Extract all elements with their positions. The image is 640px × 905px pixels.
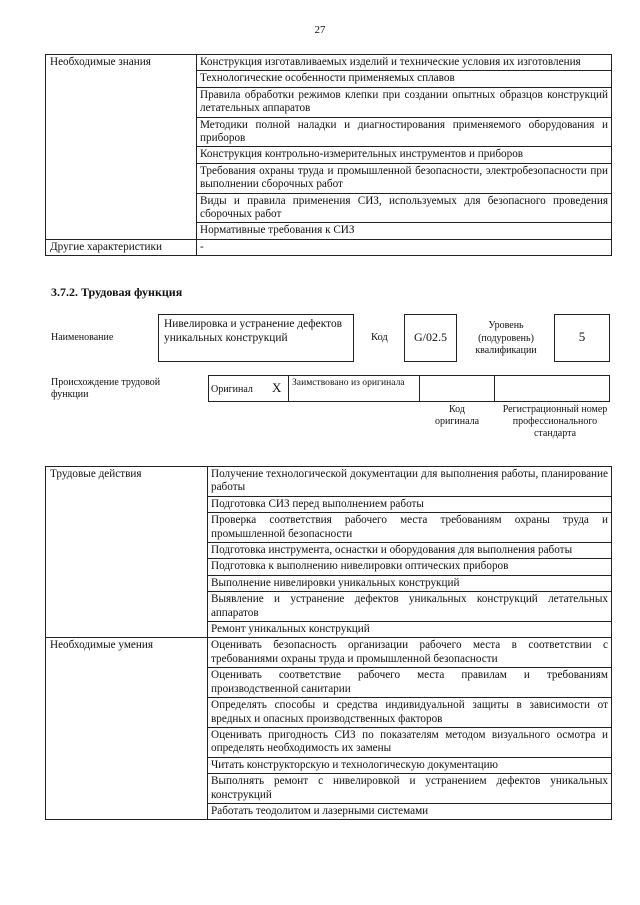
row-item: Методики полной наладки и диагностирования применяемого оборудования и приборов [197,117,612,147]
code-original-caption: Код оригинала [434,404,480,427]
table-row [46,55,612,71]
row-item: Нормативные требования к СИЗ [197,223,612,239]
level-value: 5 [578,329,586,344]
row-item: Выполнять ремонт с нивелировкой и устранением дефектов уникальных конструкций [208,774,612,804]
requirements-table-bottom [45,466,612,820]
row-item: Подготовка к выполнению нивелировки оптических приборов [208,559,612,575]
code-value: G/02.5 [414,330,447,344]
row-item: Оценивать соответствие рабочего места правилам и требованиям производственной санитарии [208,668,612,698]
original-mark: X [272,380,282,395]
row-item: Подготовка СИЗ перед выполнением работы [208,496,612,512]
row-item: Конструкция контрольно-измерительных инструментов и приборов [197,147,612,163]
row-item: Подготовка инструмента, оснастки и оборудования для выполнения работы [208,543,612,559]
page-number: 27 [314,24,326,36]
row-item: Выявление и устранение дефектов уникальных конструкций летательных аппаратов [208,592,612,622]
borrowed-label: Заимствовано из оригинала [292,377,405,388]
row-item: Проверка соответствия рабочего места требованиям охраны труда и промышленной безопасности [208,513,612,543]
row-label: Другие характеристики [46,239,197,255]
row-item: - [197,239,612,255]
row-item: Ремонт уникальных конструкций [208,622,612,638]
row-item: Технологические особенности применяемых сплавов [197,71,612,87]
original-label: Оригинал [211,384,253,395]
level-label: Уровень (подуровень) квалификации [475,320,537,356]
row-item: Работать теодолитом и лазерными системами [208,803,612,819]
row-label: Трудовые действия [46,467,208,638]
row-item: Выполнение нивелировки уникальных конструкций [208,575,612,591]
row-item: Оценивать пригодность СИЗ по показателям методом визуального осмотра и определять необходимость их замены [208,727,612,757]
row-item: Правила обработки режимов клепки при создании опытных образцов конструкций летательных аппаратов [197,87,612,117]
name-label: Наименование [51,332,114,343]
requirements-table-top [45,54,612,256]
code-value-box [404,314,457,362]
row-item: Виды и правила применения СИЗ, используемых для безопасного проведения сборочных работ [197,193,612,223]
origin-divider-2 [419,375,420,402]
code-label: Код [371,332,388,343]
function-name-value: Нивелировка и устранение дефектов уникальных конструкций [164,318,343,344]
table-row [46,467,612,497]
origin-divider-1 [288,375,289,402]
section-heading: 3.7.2. Трудовая функция [51,285,183,299]
origin-divider-3 [494,375,495,402]
row-label: Необходимые знания [46,55,197,240]
row-item: Определять способы и средства индивидуальной защиты в зависимости от вредных и опасных производственных факторов [208,698,612,728]
reg-number-caption: Регистрационный номер профессионального стандарта [502,404,608,439]
function-name-box [158,314,354,362]
origin-label: Происхождение трудовой функции [51,377,161,400]
level-value-box [554,314,610,362]
row-item: Читать конструкторскую и технологическую документацию [208,757,612,773]
row-item: Требования охраны труда и промышленной безопасности, электробезопасности при выполнении сборочных работ [197,163,612,193]
row-label: Необходимые умения [46,638,208,820]
row-item: Оценивать безопасность организации рабочего места в соответствии с требованиями охраны труда и промышленной безопасности [208,638,612,668]
table-row [46,239,612,255]
table-row [46,638,612,668]
row-item: Конструкция изготавливаемых изделий и технические условия их изготовления [197,55,612,71]
row-item: Получение технологической документации для выполнения работы, планирование работы [208,467,612,497]
